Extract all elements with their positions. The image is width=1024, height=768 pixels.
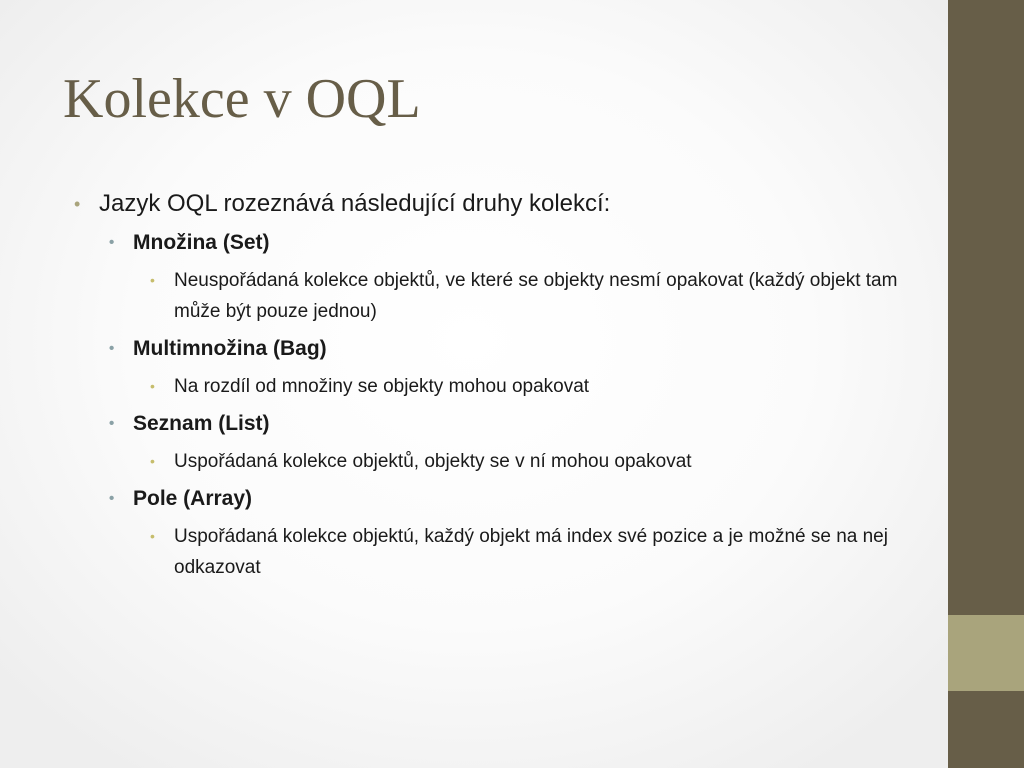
collection-description: Uspořádaná kolekce objektú, každý objekt má index své pozice a je možné se na nej odkazovat	[174, 526, 888, 578]
collection-name: Pole (Array)	[133, 487, 253, 510]
collection-item-list	[109, 408, 904, 440]
collection-item-array	[109, 483, 904, 515]
bullet-icon: •	[74, 194, 81, 214]
intro-text: Jazyk OQL rozeznává následující druhy kolekcí:	[99, 190, 611, 217]
collection-description: Na rozdíl od množiny se objekty mohou opakovat	[174, 376, 590, 397]
collection-description: Uspořádaná kolekce objektů, objekty se v ní mohou opakovat	[174, 451, 692, 472]
collection-item-set	[109, 227, 904, 259]
bullet-item-intro	[74, 186, 904, 222]
bullet-icon: •	[109, 490, 115, 507]
collection-description-bag	[150, 371, 904, 402]
collection-description-set	[150, 265, 904, 327]
bullet-icon: •	[150, 272, 155, 288]
collection-name: Seznam (List)	[133, 412, 270, 435]
bullet-icon: •	[109, 415, 115, 432]
bullet-icon: •	[150, 378, 155, 394]
bullet-icon: •	[150, 528, 155, 544]
collection-item-bag	[109, 333, 904, 365]
slide-content	[74, 186, 904, 589]
slide-title: Kolekce v OQL	[63, 68, 421, 130]
collection-name: Multimnožina (Bag)	[133, 337, 327, 360]
collection-description-list	[150, 446, 904, 477]
bullet-icon: •	[150, 453, 155, 469]
bullet-icon: •	[109, 340, 115, 357]
collection-name: Množina (Set)	[133, 231, 270, 254]
collection-description: Neuspořádaná kolekce objektů, ve které se objekty nesmí opakovat (každý objekt tam může být pouze jednou)	[174, 270, 898, 322]
side-accent-square	[948, 615, 1024, 691]
bullet-icon: •	[109, 234, 115, 251]
collection-description-array	[150, 521, 904, 583]
